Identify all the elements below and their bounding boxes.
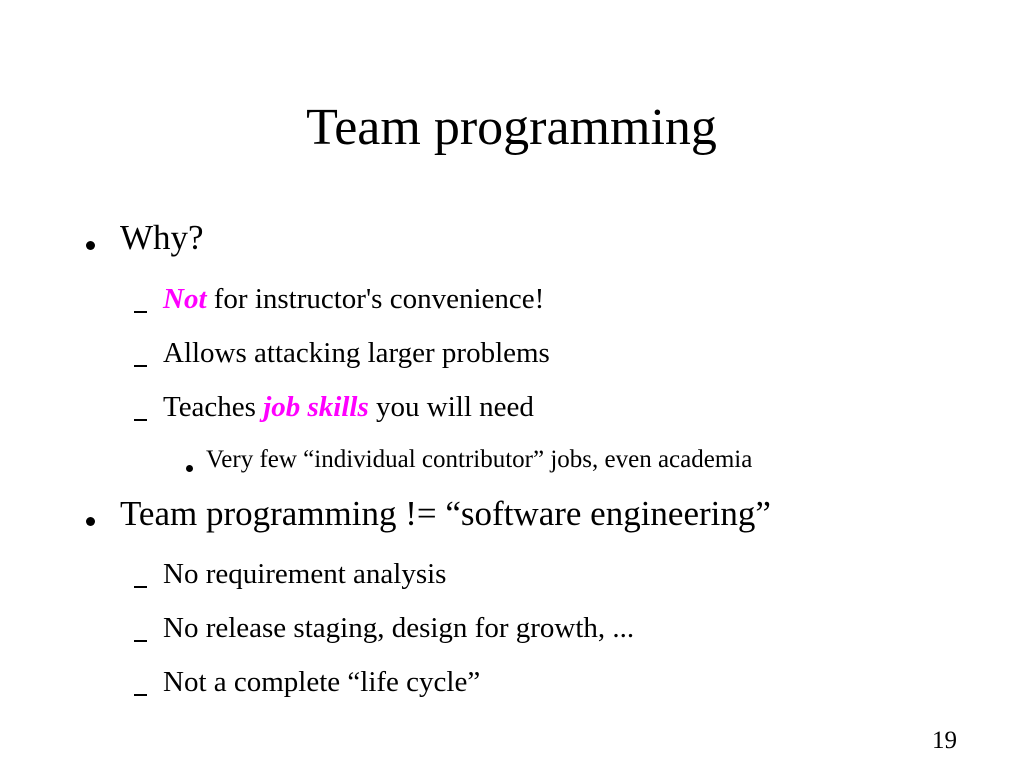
subitem-larger-problems <box>163 336 550 370</box>
subitem-job-skills-post: you will need <box>368 391 534 423</box>
subitem-larger-problems-text: Allows attacking larger problems <box>163 337 550 369</box>
subitem-life-cycle <box>163 665 480 699</box>
subitem-job-skills-pre: Teaches <box>163 391 264 423</box>
subsubitem-individual-contributor <box>206 445 752 475</box>
subitem-no-release-staging <box>163 611 634 645</box>
dash-icon <box>134 354 147 372</box>
page-number: 19 <box>932 727 957 754</box>
slide-title: Team programming <box>306 99 717 156</box>
subitem-not-convenience <box>163 282 544 316</box>
emphasis-job-skills: job skills <box>263 391 369 423</box>
bullet-dot-small-icon <box>186 459 193 477</box>
dash-icon <box>134 629 147 647</box>
subitem-no-requirement-analysis <box>163 557 446 591</box>
bullet-why <box>120 218 204 258</box>
dash-icon <box>134 408 147 426</box>
subitem-job-skills <box>163 390 534 424</box>
bullet-dot-icon <box>86 237 95 255</box>
dash-icon <box>134 575 147 593</box>
subsubitem-individual-contributor-text: Very few “individual contributor” jobs, even academia <box>206 446 753 473</box>
bullet-dot-icon <box>86 513 95 531</box>
subitem-not-convenience-text: for instructor's convenience! <box>206 283 545 315</box>
bullet-why-text: Why? <box>120 218 204 257</box>
subitem-life-cycle-text: Not a complete “life cycle” <box>163 666 481 698</box>
subitem-no-requirement-analysis-text: No requirement analysis <box>163 558 447 590</box>
bullet-team-vs-se-text: Team programming != “software engineering” <box>120 494 771 533</box>
subitem-no-release-staging-text: No release staging, design for growth, ... <box>163 612 635 644</box>
dash-icon <box>134 300 147 318</box>
dash-icon <box>134 683 147 701</box>
emphasis-not: Not <box>163 283 207 315</box>
bullet-team-vs-se <box>120 494 771 534</box>
